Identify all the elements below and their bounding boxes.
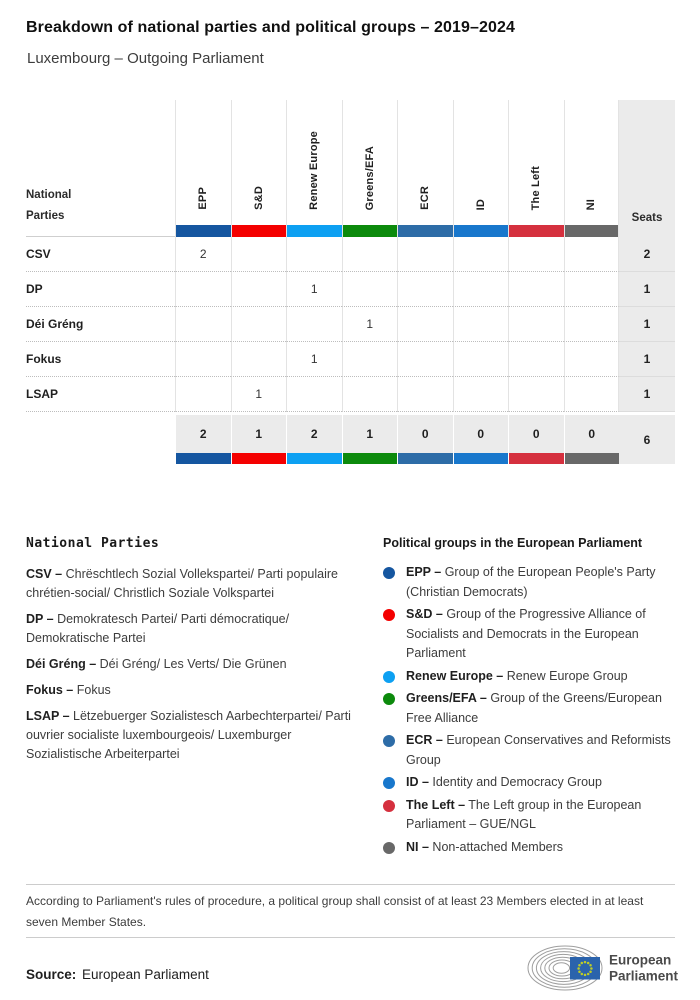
seats-column-header: Seats: [619, 100, 675, 237]
table-cell: 1: [231, 377, 287, 412]
page-subtitle: Luxembourg – Outgoing Parliament: [27, 50, 264, 67]
table-cell: [453, 272, 509, 307]
seats-cell: 2: [619, 237, 675, 272]
table-cell: [564, 307, 620, 342]
legend-item-renew: [383, 667, 681, 687]
table-cell: [508, 237, 564, 272]
table-cell: [397, 307, 453, 342]
table-cell: [286, 307, 342, 342]
party-abbr: CSV –: [26, 567, 63, 581]
column-header-renew: [286, 100, 342, 237]
group-text: [406, 667, 628, 687]
party-abbr: Fokus –: [26, 683, 74, 697]
table-cell: [397, 342, 453, 377]
party-desc: Demokratesch Partei/ Parti démocratique/ Demokratische Partei: [26, 612, 290, 645]
table-cell: [508, 377, 564, 412]
table-cell: 1: [286, 342, 342, 377]
party-row-label: DP: [26, 272, 175, 307]
group-color-bar: [176, 225, 231, 237]
seats-cell: 1: [619, 377, 675, 412]
group-text: [406, 731, 681, 770]
footnote: According to Parliament's rules of procedure, a political group shall consist of at least 23 Members elected in at least seven Member States.: [26, 894, 644, 929]
source-line: [26, 967, 209, 982]
legend-item-fokus: [26, 681, 364, 700]
group-abbr: S&D –: [406, 607, 443, 621]
column-header-label: NI: [585, 198, 598, 210]
party-desc: Fokus: [76, 683, 111, 697]
table-cell: [231, 342, 287, 377]
column-header-label: S&D: [252, 186, 265, 210]
party-row-label: LSAP: [26, 377, 175, 412]
group-desc: Renew Europe Group: [506, 668, 628, 683]
legend-item-dei-greng: [26, 655, 364, 674]
totals-cell: 0: [397, 415, 453, 453]
political-groups-legend: [383, 536, 681, 860]
group-color-bar: [565, 225, 619, 237]
logo-wordmark-line2: Parliament: [609, 968, 679, 984]
group-text: [406, 796, 681, 835]
group-color-bar: [509, 225, 564, 237]
table-cell: [397, 377, 453, 412]
party-row-label: CSV: [26, 237, 175, 272]
group-color-dot: [383, 842, 395, 854]
legend-item-epp: [383, 563, 681, 602]
table-cell: [564, 342, 620, 377]
table-cell: [175, 342, 231, 377]
group-abbr: ECR –: [406, 733, 443, 747]
column-header-label: Renew Europe: [308, 131, 321, 210]
column-header-id: [453, 100, 509, 237]
group-abbr: Renew Europe –: [406, 668, 504, 683]
european-parliament-logo: [527, 943, 679, 993]
table-cell: [564, 377, 620, 412]
table-cell: 1: [286, 272, 342, 307]
totals-cell: 0: [564, 415, 620, 453]
party-desc: Lëtzebuerger Sozialistesch Aarbechterpartei/ Parti ouvrier socialiste luxembourgeois/ Luxemburger Sozialistische Arbeiterpartei: [26, 709, 351, 761]
group-color-dot: [383, 567, 395, 579]
party-desc: Chrëschtlech Sozial Vollekspartei/ Parti populaire chrétien-social/ Christlich Soziale Volkspartei: [26, 567, 338, 600]
totals-cell: 2: [175, 415, 231, 453]
legend-item-greens-efa: [383, 689, 681, 728]
column-header-label: ID: [474, 198, 487, 210]
group-color-bar: [508, 453, 564, 464]
table-cell: [508, 307, 564, 342]
table-cell: [231, 307, 287, 342]
legend-item-sd: [383, 605, 681, 664]
group-text: [406, 563, 681, 602]
totals-cell: 0: [508, 415, 564, 453]
group-abbr: Greens/EFA –: [406, 691, 487, 705]
table-cell: [508, 342, 564, 377]
party-abbr: Déi Gréng –: [26, 657, 97, 671]
table-cell: [453, 307, 509, 342]
totals-cell: 2: [286, 415, 342, 453]
table-cell: [453, 237, 509, 272]
table-cell: [453, 342, 509, 377]
table-cell: [342, 377, 398, 412]
group-color-dot: [383, 800, 395, 812]
seats-cell: 1: [619, 307, 675, 342]
table-cell: [342, 272, 398, 307]
group-color-bar: [286, 453, 342, 464]
group-color-dot: [383, 693, 395, 705]
table-cell: [508, 272, 564, 307]
political-groups-legend-heading: Political groups in the European Parliament: [383, 536, 643, 550]
table-cell: 2: [175, 237, 231, 272]
source-value: European Parliament: [82, 967, 209, 982]
table-cell: [231, 237, 287, 272]
column-header-label: EPP: [197, 187, 210, 210]
group-color-bar: [397, 453, 453, 464]
group-text: [406, 838, 563, 858]
group-color-bar: [175, 453, 231, 464]
source-label: Source:: [26, 967, 77, 982]
table-cell: 1: [342, 307, 398, 342]
seats-table: [26, 100, 675, 464]
table-cell: [397, 272, 453, 307]
party-abbr: LSAP –: [26, 709, 70, 723]
group-color-bar: [343, 225, 398, 237]
corner-header-line1: National: [26, 189, 72, 201]
group-color-bar: [342, 453, 398, 464]
corner-header-line2: Parties: [26, 210, 65, 222]
table-cell: [564, 272, 620, 307]
divider: [26, 937, 675, 938]
table-cell: [397, 237, 453, 272]
legend-item-dp: [26, 610, 364, 648]
group-abbr: The Left –: [406, 797, 466, 812]
group-desc: Identity and Democracy Group: [432, 775, 602, 789]
group-color-dot: [383, 671, 395, 683]
column-header-the-left: [508, 100, 564, 237]
legend-item-ecr: [383, 731, 681, 770]
party-row-label: Déi Gréng: [26, 307, 175, 342]
table-cell: [231, 272, 287, 307]
column-header-greens-efa: [342, 100, 398, 237]
group-color-bar: [232, 225, 287, 237]
national-parties-legend: [26, 536, 364, 771]
legend-item-ni: [383, 838, 681, 858]
column-header-ecr: [397, 100, 453, 237]
totals-cell: 0: [453, 415, 509, 453]
group-color-dot: [383, 777, 395, 789]
divider: [26, 884, 675, 885]
group-abbr: ID –: [406, 775, 429, 789]
table-cell: [342, 342, 398, 377]
column-header-ni: [564, 100, 620, 237]
seats-total-cell: 6: [619, 415, 675, 464]
logo-wordmark-line1: European: [609, 952, 672, 968]
group-text: [406, 689, 681, 728]
party-row-label: Fokus: [26, 342, 175, 377]
group-color-bar: [231, 453, 287, 464]
group-color-dot: [383, 735, 395, 747]
table-cell: [286, 377, 342, 412]
seats-cell: 1: [619, 342, 675, 377]
group-desc: Group of the Greens/European Free Alliance: [406, 691, 662, 725]
page-title: Breakdown of national parties and political groups – 2019–2024: [26, 19, 516, 36]
legend-item-the-left: [383, 796, 681, 835]
group-abbr: EPP –: [406, 565, 442, 579]
group-desc: European Conservatives and Reformists Group: [406, 733, 671, 767]
group-color-dot: [383, 609, 395, 621]
column-header-label: Greens/EFA: [363, 145, 376, 210]
legend-item-id: [383, 773, 681, 793]
eu-flag: [570, 957, 600, 980]
group-desc: Non-attached Members: [432, 839, 564, 854]
table-cell: [453, 377, 509, 412]
group-desc: Group of the European People's Party (Christian Democrats): [406, 565, 656, 599]
group-color-bar: [564, 453, 620, 464]
group-color-bar: [454, 225, 509, 237]
column-header-epp: [175, 100, 231, 237]
party-abbr: DP –: [26, 612, 54, 626]
table-cell: [175, 377, 231, 412]
group-color-bar: [453, 453, 509, 464]
table-cell: [342, 237, 398, 272]
table-cell: [564, 237, 620, 272]
table-cell: [286, 237, 342, 272]
column-header-sd: [231, 100, 287, 237]
group-text: [406, 773, 602, 793]
group-color-bar: [287, 225, 342, 237]
group-desc: The Left group in the European Parliament – GUE/NGL: [406, 797, 642, 831]
totals-cell: 1: [231, 415, 287, 453]
seats-cell: 1: [619, 272, 675, 307]
group-abbr: NI –: [406, 839, 429, 854]
legend-item-lsap: [26, 707, 364, 764]
party-desc: Déi Gréng/ Les Verts/ Die Grünen: [99, 657, 287, 671]
column-header-label: ECR: [419, 186, 432, 210]
totals-bar-spacer: [26, 453, 175, 464]
totals-row-label: [26, 415, 175, 453]
corner-header: [26, 100, 175, 237]
national-parties-legend-heading: National Parties: [26, 536, 160, 551]
table-cell: [175, 307, 231, 342]
group-text: [406, 605, 681, 664]
totals-cell: 1: [342, 415, 398, 453]
group-desc: Group of the Progressive Alliance of Socialists and Democrats in the European Parliament: [406, 607, 646, 660]
column-header-label: The Left: [530, 165, 543, 210]
legend-item-csv: [26, 565, 364, 603]
table-cell: [175, 272, 231, 307]
group-color-bar: [398, 225, 453, 237]
